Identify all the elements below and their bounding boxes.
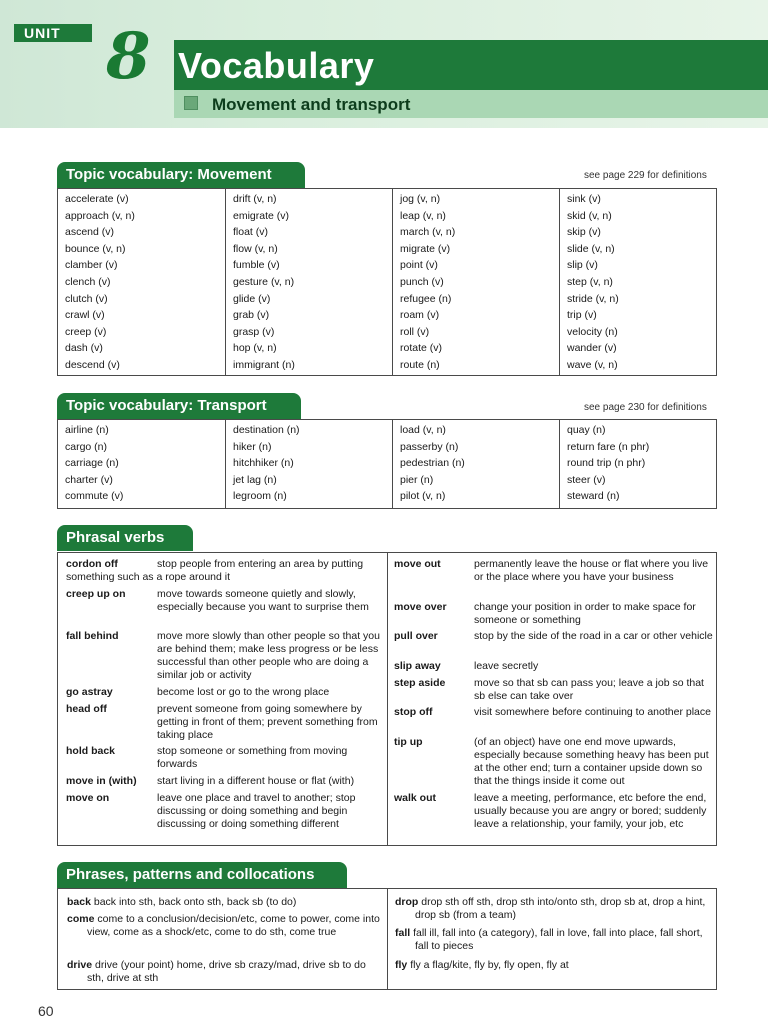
phrasal-definition: (of an object) have one end move upwards, especially because something heavy has been put at the other end; turn a container upside down so that the things inside it come out	[474, 736, 709, 787]
vocab-word: velocity (n)	[567, 325, 618, 338]
unit-number: 8	[106, 19, 151, 94]
vocab-word: rotate (v)	[400, 342, 443, 355]
vocab-word: commute (v)	[65, 490, 124, 503]
vocab-word: clench (v)	[65, 275, 111, 288]
vocab-column	[392, 189, 559, 375]
vocab-word: charter (v)	[65, 473, 113, 486]
vocab-column	[559, 189, 718, 375]
vocab-word: steer (v)	[567, 473, 606, 486]
vocab-word: drift (v, n)	[233, 193, 277, 205]
vocab-word: hiker (n)	[233, 440, 272, 453]
phrasal-entry	[66, 630, 384, 682]
collocation-head: fall	[395, 927, 411, 939]
vocab-word: roll (v)	[400, 325, 430, 338]
phrasal-entry	[394, 660, 714, 673]
phrasal-definition: change your position in order to make space for someone or something	[474, 601, 696, 626]
phrasal-definition: start living in a different house or flat (with)	[157, 775, 355, 787]
vocab-word: trip (v)	[567, 309, 597, 322]
phrasal-term: hold back	[66, 745, 116, 757]
transport-heading: Topic vocabulary: Transport	[57, 393, 301, 419]
vocab-word: grab (v)	[233, 309, 270, 322]
collocation-entry	[67, 913, 383, 939]
vocab-word: grasp (v)	[233, 325, 275, 338]
vocab-word: step (v, n)	[567, 275, 613, 288]
vocab-word: immigrant (n)	[233, 358, 295, 371]
vocab-word: passerby (n)	[400, 440, 459, 453]
collocation-text: fall ill, fall into (a category), fall in love, fall into place, fall short, fall to pieces	[413, 927, 703, 952]
phrasal-definition: visit somewhere before continuing to another place	[474, 706, 711, 718]
vocab-word: gesture (v, n)	[233, 275, 295, 288]
vocab-word: bounce (v, n)	[65, 242, 126, 255]
collocation-entry	[395, 896, 713, 922]
phrasal-entry	[66, 792, 384, 831]
vocab-word: stride (v, n)	[567, 292, 619, 305]
vocab-word: route (n)	[400, 358, 440, 371]
collocation-text: drop sth off sth, drop sth into/onto sth, drop sb at, drop a hint, drop sb (from a team)	[415, 896, 706, 921]
collocation-entry	[395, 959, 713, 972]
phrasal-term: tip up	[394, 736, 423, 748]
vocab-word: round trip (n phr)	[567, 457, 646, 470]
vocab-word: punch (v)	[400, 275, 444, 288]
phrasal-entry	[66, 588, 384, 614]
phrasal-verbs-heading: Phrasal verbs	[57, 525, 193, 551]
transport-see-page: see page 230 for definitions	[584, 402, 707, 413]
square-bullet-icon	[184, 96, 198, 110]
unit-label: UNIT	[14, 24, 92, 42]
phrasal-term: walk out	[394, 792, 437, 804]
phrasal-term: move on	[66, 792, 110, 804]
collocation-head: fly	[395, 959, 408, 971]
vocab-column	[58, 189, 225, 375]
transport-vocab-table	[57, 419, 717, 509]
phrasal-term: head off	[66, 703, 107, 715]
phrasal-term: stop off	[394, 706, 433, 718]
phrasal-definition: become lost or go to the wrong place	[157, 686, 330, 698]
vocab-word: destination (n)	[233, 424, 300, 436]
phrasal-definition: stop people from entering an area by putting something such as a rope around it	[66, 558, 364, 583]
phrasal-entry	[66, 686, 384, 699]
vocab-word: skip (v)	[567, 226, 601, 239]
phrasal-definition: leave a meeting, performance, etc before the end, usually because you are angry or bored; suddenly leave a relationship, your family, your job, etc	[474, 792, 707, 830]
vocab-word: point (v)	[400, 259, 438, 272]
collocation-head: drop	[395, 896, 419, 908]
phrases-heading: Phrases, patterns and collocations	[57, 862, 347, 888]
vocab-word: airline (n)	[65, 424, 109, 436]
phrasal-definition: leave one place and travel to another; stop discussing or doing something and begin discussing or doing something different	[157, 792, 356, 830]
vocab-word: migrate (v)	[400, 242, 451, 255]
vocab-word: fumble (v)	[233, 259, 280, 272]
page-title: Vocabulary	[178, 45, 375, 86]
vocab-word: clutch (v)	[65, 292, 108, 305]
vocab-column	[392, 420, 559, 508]
vocab-word: quay (n)	[567, 424, 606, 436]
vocab-word: dash (v)	[65, 342, 103, 355]
vocab-word: sink (v)	[567, 193, 601, 205]
collocation-entry	[67, 959, 383, 985]
collocation-entry	[67, 896, 383, 909]
phrasal-entry	[66, 558, 384, 584]
vocab-word: ascend (v)	[65, 226, 115, 239]
phrasal-entry	[394, 792, 714, 831]
vocab-word: jog (v, n)	[400, 193, 441, 205]
vocab-word: pilot (v, n)	[400, 490, 446, 503]
vocab-word: hitchhiker (n)	[233, 457, 294, 470]
phrasal-definition: move towards someone quietly and slowly, especially because you want to surprise them	[157, 588, 369, 613]
phrasal-entry	[394, 677, 714, 703]
phrases-box	[57, 888, 717, 990]
vocab-word: emigrate (v)	[233, 209, 290, 222]
vocab-word: return fare (n phr)	[567, 440, 650, 453]
phrasal-term: fall behind	[66, 630, 119, 642]
phrasal-entry	[394, 630, 714, 643]
movement-vocab-table	[57, 188, 717, 376]
collocation-head: come	[67, 913, 95, 925]
vocab-word: cargo (n)	[65, 440, 108, 453]
phrasal-verbs-box	[57, 552, 717, 846]
phrasal-term: step aside	[394, 677, 446, 689]
vocab-word: slip (v)	[567, 259, 598, 272]
collocation-text: fly a flag/kite, fly by, fly open, fly at	[410, 959, 569, 971]
vocab-word: steward (n)	[567, 490, 620, 503]
collocation-text: come to a conclusion/decision/etc, come to power, come into view, come as a shock/etc, come to do sth, come true	[87, 913, 380, 938]
phrasal-term: cordon off	[66, 558, 118, 570]
phrasal-entry	[394, 601, 714, 627]
phrasal-term: move out	[394, 558, 441, 570]
vocab-word: approach (v, n)	[65, 209, 135, 222]
vocab-word: carriage (n)	[65, 457, 119, 470]
phrasal-entry	[394, 706, 714, 719]
vocab-word: march (v, n)	[400, 226, 456, 239]
vocab-word: wander (v)	[567, 342, 617, 355]
vocab-word: leap (v, n)	[400, 209, 446, 222]
page-subtitle: Movement and transport	[212, 95, 411, 114]
phrasal-entry	[66, 745, 384, 771]
vocab-word: skid (v, n)	[567, 209, 612, 222]
phrasal-definition: leave secretly	[474, 660, 539, 672]
phrasal-entry	[394, 558, 714, 584]
vocab-word: refugee (n)	[400, 292, 452, 305]
vocab-word: jet lag (n)	[233, 473, 277, 486]
vocab-column	[58, 420, 225, 508]
vocab-column	[225, 420, 392, 508]
vocab-word: wave (v, n)	[567, 358, 618, 371]
vocab-word: accelerate (v)	[65, 193, 129, 205]
vocab-word: hop (v, n)	[233, 342, 277, 355]
phrasal-term: move over	[394, 601, 447, 613]
vocab-word: glide (v)	[233, 292, 271, 305]
phrasal-entry	[394, 736, 714, 788]
page-number: 60	[38, 1003, 54, 1019]
collocation-text: back into sth, back onto sth, back sb (to do)	[93, 896, 297, 908]
phrasal-term: go astray	[66, 686, 113, 698]
movement-see-page: see page 229 for definitions	[584, 170, 707, 181]
phrasal-term: creep up on	[66, 588, 126, 600]
vocab-word: slide (v, n)	[567, 242, 615, 255]
vocab-word: clamber (v)	[65, 259, 118, 272]
column-divider	[387, 553, 388, 845]
vocab-word: pier (n)	[400, 473, 434, 486]
vocab-column	[225, 189, 392, 375]
phrasal-definition: move more slowly than other people so that you are behind them; make less progress or be less successful than other people who are doing a similar job or activity	[157, 630, 380, 681]
vocab-word: roam (v)	[400, 309, 440, 322]
collocation-text: drive (your point) home, drive sb crazy/mad, drive sb to do sth, drive at sth	[87, 959, 366, 984]
column-divider	[387, 889, 388, 989]
phrasal-definition: move so that sb can pass you; leave a job so that sb else can take over	[474, 677, 704, 702]
phrasal-definition: stop by the side of the road in a car or other vehicle	[474, 630, 713, 642]
collocation-head: drive	[67, 959, 93, 971]
phrasal-definition: stop someone or something from moving forwards	[157, 745, 348, 770]
movement-heading: Topic vocabulary: Movement	[57, 162, 305, 188]
collocation-head: back	[67, 896, 91, 908]
phrasal-definition: prevent someone from going somewhere by getting in front of them; prevent something from taking place	[157, 703, 378, 741]
phrasal-term: pull over	[394, 630, 438, 642]
vocab-word: load (v, n)	[400, 424, 446, 436]
collocation-entry	[395, 927, 713, 953]
vocab-word: float (v)	[233, 226, 269, 239]
vocab-word: legroom (n)	[233, 490, 287, 503]
vocab-word: flow (v, n)	[233, 242, 278, 255]
vocab-word: creep (v)	[65, 325, 107, 338]
phrasal-term: slip away	[394, 660, 441, 672]
vocab-word: descend (v)	[65, 358, 120, 371]
vocab-column	[559, 420, 718, 508]
phrasal-entry	[66, 775, 384, 788]
vocab-word: crawl (v)	[65, 309, 105, 322]
phrasal-term: move in (with)	[66, 775, 137, 787]
vocab-word: pedestrian (n)	[400, 457, 465, 470]
phrasal-entry	[66, 703, 384, 742]
phrasal-definition: permanently leave the house or flat where you live or the place where you have your business	[474, 558, 709, 583]
